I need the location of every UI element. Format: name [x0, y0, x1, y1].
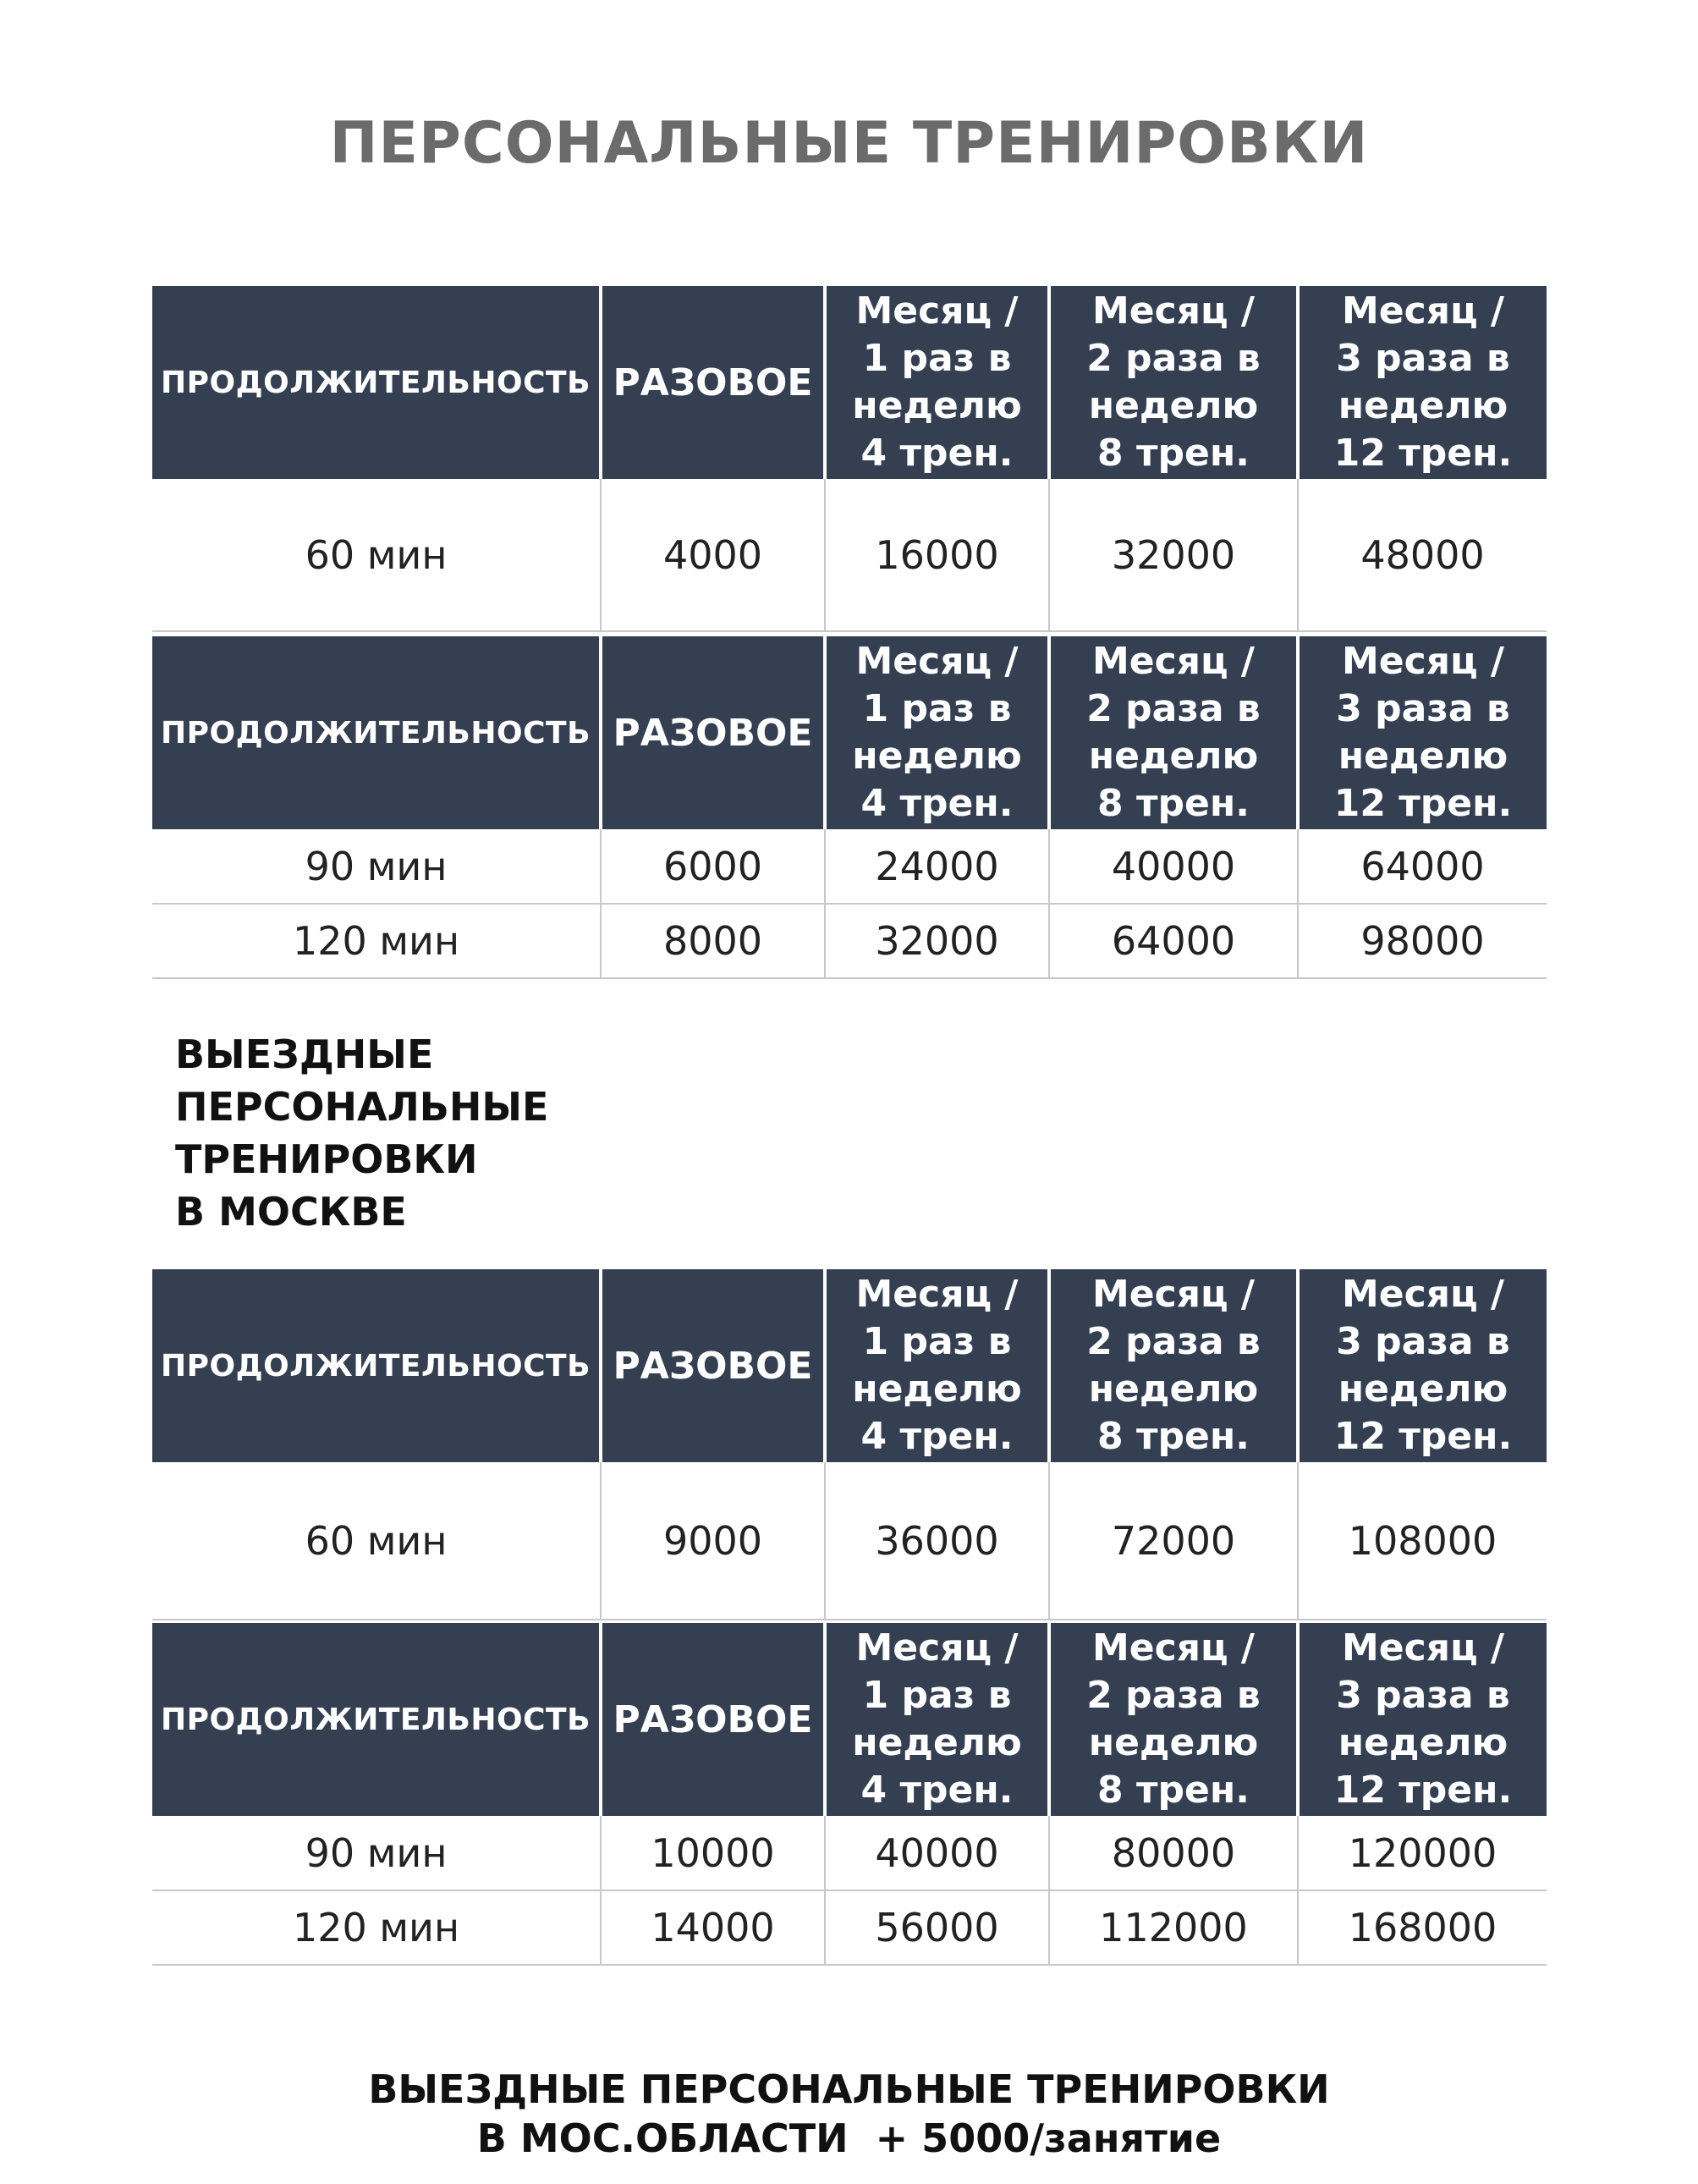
header-line: Месяц /	[1092, 1626, 1255, 1670]
cell-duration: 90 мин	[152, 829, 601, 904]
table-header-row	[152, 636, 1547, 829]
header-line: Месяц /	[855, 1273, 1019, 1316]
header-month-1x	[825, 1269, 1049, 1462]
price-table-studio-90-120	[152, 636, 1547, 979]
header-line: неделю	[1338, 1721, 1508, 1764]
header-line: 12 трен.	[1333, 1415, 1513, 1458]
header-line: неделю	[1338, 1367, 1508, 1411]
cell-duration: 60 мин	[152, 479, 601, 631]
header-line: 2 раза в	[1086, 337, 1261, 380]
header-line: 2 раза в	[1086, 687, 1261, 730]
header-line: неделю	[852, 384, 1022, 427]
header-line: неделю	[852, 1367, 1022, 1411]
header-line: 3 раза в	[1336, 687, 1510, 730]
header-line: Месяц /	[855, 640, 1019, 683]
header-line: 8 трен.	[1097, 1415, 1250, 1458]
header-duration: ПРОДОЛЖИТЕЛЬНОСТЬ	[152, 1623, 601, 1816]
cell-single: 6000	[601, 829, 825, 904]
header-duration: ПРОДОЛЖИТЕЛЬНОСТЬ	[152, 636, 601, 829]
price-table-studio-60	[152, 286, 1547, 632]
cell-single: 8000	[601, 904, 825, 978]
note-line: ВЫЕЗДНЫЕ ПЕРСОНАЛЬНЫЕ ТРЕНИРОВКИ	[368, 2066, 1330, 2112]
header-line: Месяц /	[855, 1626, 1019, 1670]
cell-month-1x: 40000	[825, 1816, 1049, 1890]
header-line: 12 трен.	[1333, 782, 1513, 825]
header-line: неделю	[852, 1721, 1022, 1764]
cell-month-3x: 168000	[1298, 1890, 1547, 1965]
header-line: неделю	[1338, 384, 1508, 427]
cell-month-2x: 80000	[1049, 1816, 1298, 1890]
header-line: 1 раз в	[862, 1674, 1012, 1717]
table-header-row	[152, 286, 1547, 479]
cell-month-1x: 16000	[825, 479, 1049, 631]
header-month-2x	[1049, 636, 1298, 829]
cell-single: 14000	[601, 1890, 825, 1965]
cell-single: 4000	[601, 479, 825, 631]
header-line: 8 трен.	[1097, 782, 1250, 825]
table-row	[152, 1462, 1547, 1620]
region-surcharge-note	[0, 2065, 1698, 2163]
cell-month-3x: 48000	[1298, 479, 1547, 631]
header-line: неделю	[1338, 734, 1508, 778]
header-month-1x	[825, 636, 1049, 829]
table-row	[152, 904, 1547, 978]
header-line: 12 трен.	[1333, 1769, 1513, 1812]
header-line: Месяц /	[1092, 289, 1255, 333]
table-header-row	[152, 1623, 1547, 1816]
cell-duration: 120 мин	[152, 1890, 601, 1965]
cell-month-2x: 40000	[1049, 829, 1298, 904]
header-line: Месяц /	[1092, 640, 1255, 683]
cell-month-2x: 112000	[1049, 1890, 1298, 1965]
header-line: 3 раза в	[1336, 1320, 1510, 1363]
table-header-row	[152, 1269, 1547, 1462]
header-line: 4 трен.	[860, 1415, 1014, 1458]
cell-duration: 90 мин	[152, 1816, 601, 1890]
header-line: Месяц /	[1342, 640, 1504, 683]
header-line: 8 трен.	[1097, 1769, 1250, 1812]
header-line: неделю	[852, 734, 1022, 778]
cell-month-3x: 64000	[1298, 829, 1547, 904]
cell-duration: 120 мин	[152, 904, 601, 978]
table-row	[152, 1816, 1547, 1890]
cell-month-3x: 120000	[1298, 1816, 1547, 1890]
header-line: 4 трен.	[860, 432, 1014, 475]
cell-single: 10000	[601, 1816, 825, 1890]
header-line: 3 раза в	[1336, 337, 1510, 380]
header-line: 1 раз в	[862, 1320, 1012, 1363]
heading-line: ПЕРСОНАЛЬНЫЕ	[175, 1084, 549, 1130]
header-month-3x	[1298, 636, 1547, 829]
cell-month-1x: 24000	[825, 829, 1049, 904]
cell-month-2x: 64000	[1049, 904, 1298, 978]
header-line: 12 трен.	[1333, 432, 1513, 475]
header-single: РАЗОВОЕ	[601, 286, 825, 479]
header-month-1x	[825, 1623, 1049, 1816]
note-line: В МОС.ОБЛАСТИ + 5000/занятие	[476, 2115, 1222, 2161]
header-line: 2 раза в	[1086, 1320, 1261, 1363]
header-line: Месяц /	[1092, 1273, 1255, 1316]
heading-line: В МОСКВЕ	[175, 1189, 407, 1235]
header-month-1x	[825, 286, 1049, 479]
header-line: Месяц /	[1342, 1626, 1504, 1670]
header-line: 8 трен.	[1097, 432, 1250, 475]
header-line: 4 трен.	[860, 1769, 1014, 1812]
header-month-2x	[1049, 1623, 1298, 1816]
header-single: РАЗОВОЕ	[601, 636, 825, 829]
page-title: ПЕРСОНАЛЬНЫЕ ТРЕНИРОВКИ	[329, 110, 1369, 177]
header-single: РАЗОВОЕ	[601, 1269, 825, 1462]
cell-month-1x: 32000	[825, 904, 1049, 978]
cell-month-1x: 36000	[825, 1462, 1049, 1620]
header-line: неделю	[1088, 734, 1259, 778]
header-month-3x	[1298, 1269, 1547, 1462]
header-single: РАЗОВОЕ	[601, 1623, 825, 1816]
cell-duration: 60 мин	[152, 1462, 601, 1620]
price-table-moscow-90-120	[152, 1623, 1547, 1966]
header-line: Месяц /	[855, 289, 1019, 333]
table-row	[152, 1890, 1547, 1965]
header-month-2x	[1049, 286, 1298, 479]
header-line: неделю	[1088, 384, 1259, 427]
heading-line: ВЫЕЗДНЫЕ	[175, 1031, 434, 1077]
cell-month-3x: 98000	[1298, 904, 1547, 978]
header-line: 2 раза в	[1086, 1674, 1261, 1717]
cell-single: 9000	[601, 1462, 825, 1620]
header-line: 4 трен.	[860, 782, 1014, 825]
header-line: неделю	[1088, 1367, 1259, 1411]
cell-month-2x: 72000	[1049, 1462, 1298, 1620]
cell-month-1x: 56000	[825, 1890, 1049, 1965]
heading-line: ТРЕНИРОВКИ	[175, 1136, 478, 1182]
header-line: 1 раз в	[862, 687, 1012, 730]
header-line: неделю	[1088, 1721, 1259, 1764]
header-month-3x	[1298, 286, 1547, 479]
header-line: Месяц /	[1342, 289, 1504, 333]
header-duration: ПРОДОЛЖИТЕЛЬНОСТЬ	[152, 1269, 601, 1462]
header-line: 3 раза в	[1336, 1674, 1510, 1717]
price-table-moscow-60	[152, 1269, 1547, 1620]
moscow-section-heading	[175, 1028, 548, 1238]
cell-month-2x: 32000	[1049, 479, 1298, 631]
header-month-3x	[1298, 1623, 1547, 1816]
cell-month-3x: 108000	[1298, 1462, 1547, 1620]
header-line: 1 раз в	[862, 337, 1012, 380]
table-row	[152, 479, 1547, 631]
header-month-2x	[1049, 1269, 1298, 1462]
header-duration: ПРОДОЛЖИТЕЛЬНОСТЬ	[152, 286, 601, 479]
header-line: Месяц /	[1342, 1273, 1504, 1316]
table-row	[152, 829, 1547, 904]
